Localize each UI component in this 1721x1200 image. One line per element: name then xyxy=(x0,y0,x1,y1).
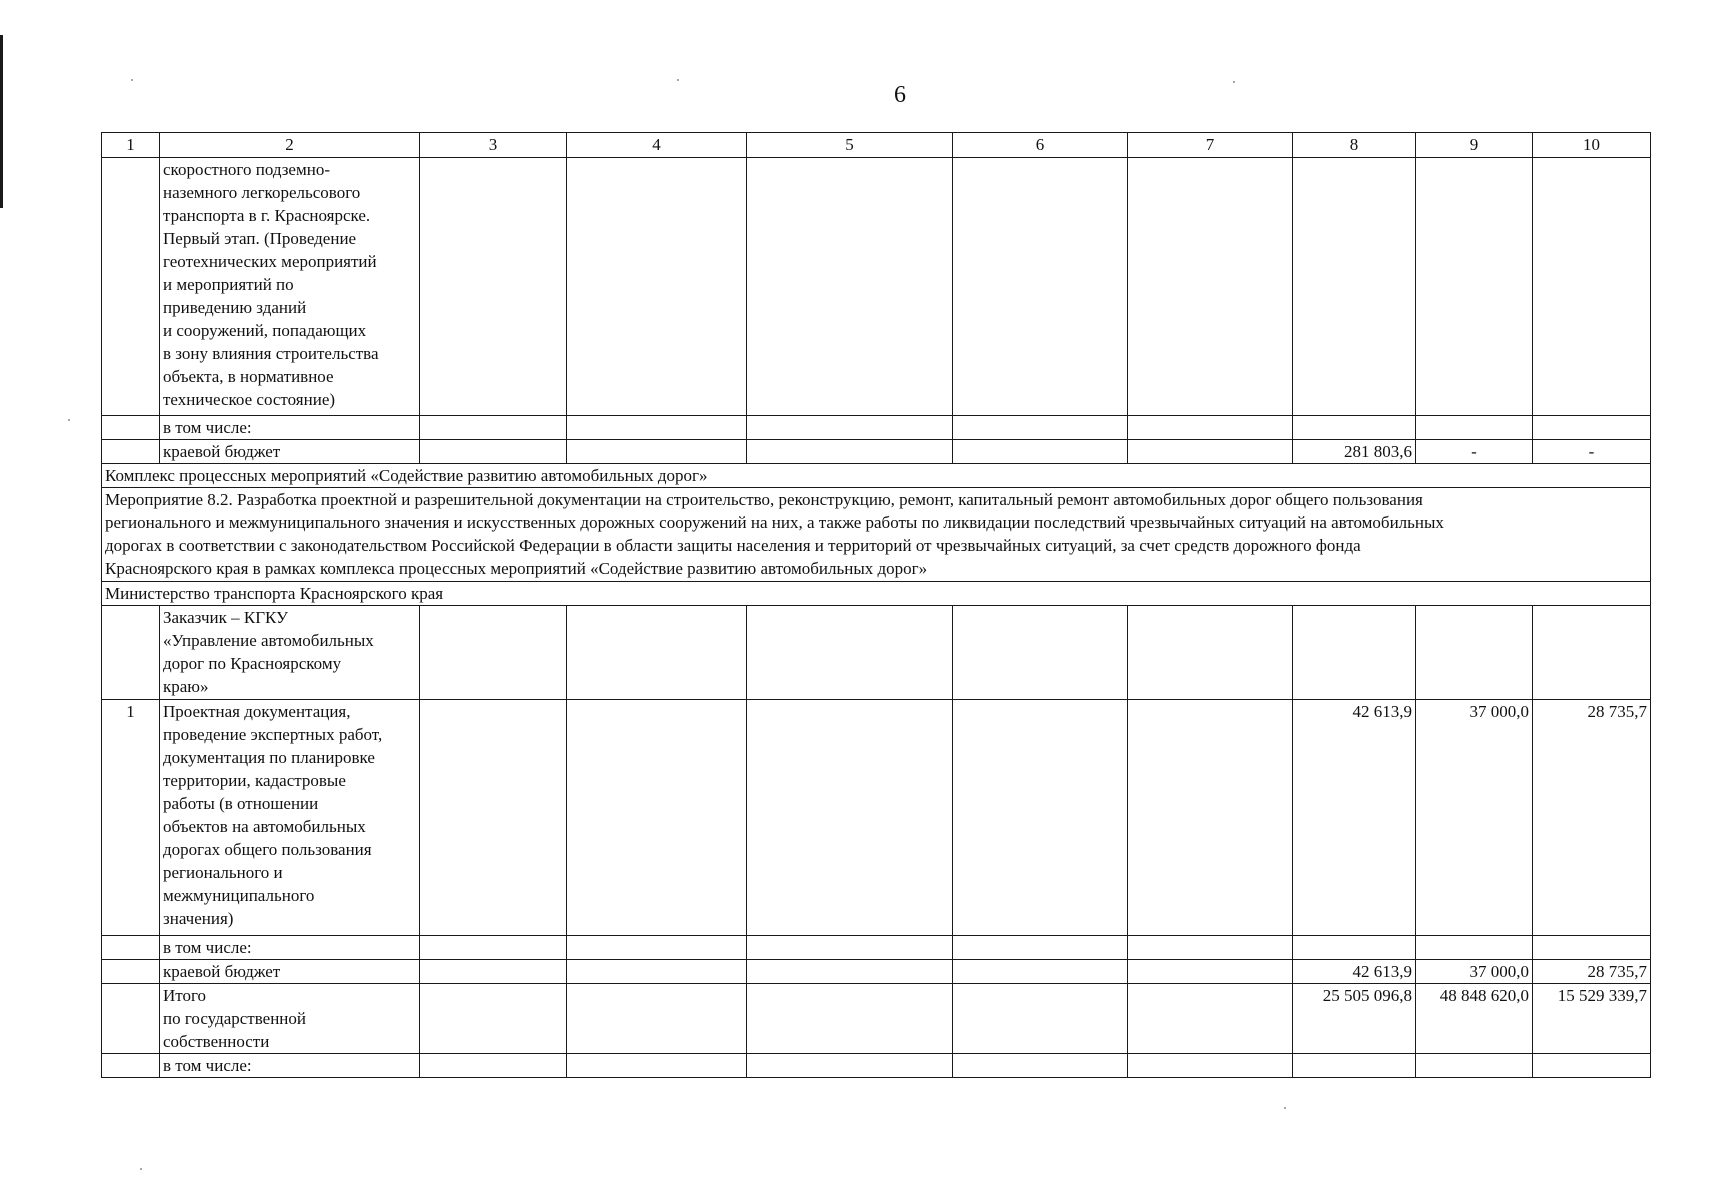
table-cell xyxy=(1416,416,1533,440)
table-cell xyxy=(953,158,1128,416)
item-name-cell xyxy=(160,700,420,936)
table-row xyxy=(102,440,1651,464)
table-cell xyxy=(1416,158,1533,416)
table-cell xyxy=(953,960,1128,984)
table-cell xyxy=(953,984,1128,1054)
table-row xyxy=(102,960,1651,984)
object-name-cell xyxy=(160,158,420,416)
column-number-row xyxy=(102,133,1651,158)
table-cell xyxy=(420,416,567,440)
table-cell xyxy=(953,606,1128,700)
budget-table xyxy=(101,132,1651,1078)
amount-col10: 15 529 339,7 xyxy=(1533,984,1651,1054)
item-name-line: межмуниципального xyxy=(163,886,315,905)
item-name-line: Проектная документация, xyxy=(163,702,351,721)
table-cell xyxy=(420,440,567,464)
scan-speck xyxy=(68,419,70,421)
table-row xyxy=(102,488,1651,582)
table-cell xyxy=(420,1054,567,1078)
table-row xyxy=(102,700,1651,936)
including-label: в том числе: xyxy=(160,1054,420,1078)
table-cell xyxy=(747,984,953,1054)
table-cell xyxy=(1128,936,1293,960)
ministry-title: Министерство транспорта Красноярского края xyxy=(102,582,1651,606)
amount-col10: 28 735,7 xyxy=(1533,960,1651,984)
amount-col10: - xyxy=(1533,440,1651,464)
amount-col8: 25 505 096,8 xyxy=(1293,984,1416,1054)
column-number: 5 xyxy=(747,133,953,158)
measure-description xyxy=(102,488,1651,582)
item-name-line: объектов на автомобильных xyxy=(163,817,366,836)
table-cell xyxy=(1293,1054,1416,1078)
object-name-line: геотехнических мероприятий xyxy=(163,252,377,271)
object-name-line: приведению зданий xyxy=(163,298,307,317)
column-number: 1 xyxy=(102,133,160,158)
scan-speck xyxy=(140,1168,142,1170)
table-row xyxy=(102,606,1651,700)
total-label-line: собственности xyxy=(163,1032,270,1051)
item-name-line: значения) xyxy=(163,909,234,928)
table-cell xyxy=(747,416,953,440)
scan-speck xyxy=(1284,1107,1286,1109)
table-row xyxy=(102,416,1651,440)
table-cell xyxy=(1533,158,1651,416)
customer-cell xyxy=(160,606,420,700)
column-number: 7 xyxy=(1128,133,1293,158)
object-name-line: наземного легкорельсового xyxy=(163,183,361,202)
item-name-line: территории, кадастровые xyxy=(163,771,346,790)
table-cell xyxy=(102,1054,160,1078)
table-cell xyxy=(1128,416,1293,440)
customer-line: дорог по Красноярскому xyxy=(163,654,342,673)
complex-title: Комплекс процессных мероприятий «Содействие развитию автомобильных дорог» xyxy=(102,464,1651,488)
table-cell xyxy=(1128,960,1293,984)
table-cell xyxy=(102,984,160,1054)
table-cell xyxy=(567,984,747,1054)
table-cell xyxy=(747,440,953,464)
column-number: 3 xyxy=(420,133,567,158)
customer-line: «Управление автомобильных xyxy=(163,631,374,650)
table-row xyxy=(102,582,1651,606)
table-cell xyxy=(1128,1054,1293,1078)
table-cell xyxy=(1293,936,1416,960)
table-cell xyxy=(102,936,160,960)
table-cell xyxy=(567,606,747,700)
table-cell xyxy=(953,440,1128,464)
table-cell xyxy=(420,606,567,700)
amount-col8: 42 613,9 xyxy=(1293,700,1416,936)
object-name-line: объекта, в нормативное xyxy=(163,367,334,386)
table-cell xyxy=(420,700,567,936)
object-name-line: и сооружений, попадающих xyxy=(163,321,367,340)
table-cell xyxy=(1533,1054,1651,1078)
scan-edge-mark xyxy=(0,35,3,208)
column-number: 8 xyxy=(1293,133,1416,158)
amount-col9: 37 000,0 xyxy=(1416,700,1533,936)
object-name-line: Первый этап. (Проведение xyxy=(163,229,357,248)
column-number: 6 xyxy=(953,133,1128,158)
table-cell xyxy=(1416,1054,1533,1078)
amount-col9: - xyxy=(1416,440,1533,464)
measure-line: Красноярского края в рамках комплекса процессных мероприятий «Содействие развитию автомобильных дорог» xyxy=(105,559,928,578)
table-cell xyxy=(1533,936,1651,960)
table-cell xyxy=(1128,984,1293,1054)
table-cell xyxy=(1533,606,1651,700)
table-cell xyxy=(747,606,953,700)
table-cell xyxy=(1128,606,1293,700)
object-name-line: и мероприятий по xyxy=(163,275,294,294)
page-number: 6 xyxy=(894,82,906,108)
item-name-line: регионального и xyxy=(163,863,283,882)
including-label: в том числе: xyxy=(160,416,420,440)
measure-line: Мероприятие 8.2. Разработка проектной и разрешительной документации на строительство, реконструкцию, ремонт, капитальный ремонт автомобильных дорог общего пользования xyxy=(105,490,1423,509)
object-name-line: техническое состояние) xyxy=(163,390,336,409)
table-cell xyxy=(102,606,160,700)
customer-line: Заказчик – КГКУ xyxy=(163,608,289,627)
table-row xyxy=(102,936,1651,960)
table-cell xyxy=(953,700,1128,936)
object-name-line: транспорта в г. Красноярске. xyxy=(163,206,371,225)
amount-col9: 37 000,0 xyxy=(1416,960,1533,984)
table-row xyxy=(102,1054,1651,1078)
table-cell xyxy=(1128,440,1293,464)
table-cell xyxy=(1293,158,1416,416)
table-cell xyxy=(747,700,953,936)
table-cell xyxy=(567,416,747,440)
table-cell xyxy=(1293,416,1416,440)
table-cell xyxy=(102,440,160,464)
total-label-line: Итого xyxy=(163,986,207,1005)
table-cell xyxy=(1533,416,1651,440)
table-cell xyxy=(567,1054,747,1078)
table-cell xyxy=(420,936,567,960)
measure-line: дорогах в соответствии с законодательством Российской Федерации в области защиты населения и территорий от чрезвычайных ситуаций, за счет средств дорожного фонда xyxy=(105,536,1361,555)
table-cell xyxy=(102,416,160,440)
table-cell xyxy=(567,440,747,464)
amount-col8: 281 803,6 xyxy=(1293,440,1416,464)
table-cell xyxy=(420,984,567,1054)
table-row xyxy=(102,984,1651,1054)
table-cell xyxy=(567,700,747,936)
table-cell xyxy=(102,960,160,984)
column-number: 2 xyxy=(160,133,420,158)
object-name-line: скоростного подземно- xyxy=(163,160,330,179)
amount-col10: 28 735,7 xyxy=(1533,700,1651,936)
table-cell xyxy=(747,158,953,416)
table-cell xyxy=(1128,700,1293,936)
item-name-line: проведение экспертных работ, xyxy=(163,725,383,744)
customer-line: краю» xyxy=(163,677,209,696)
item-number: 1 xyxy=(102,700,160,936)
table-cell xyxy=(953,936,1128,960)
table-cell xyxy=(953,416,1128,440)
table-cell xyxy=(1293,606,1416,700)
item-name-line: работы (в отношении xyxy=(163,794,319,813)
object-name-line: в зону влияния строительства xyxy=(163,344,379,363)
regional-budget-label: краевой бюджет xyxy=(160,440,420,464)
table-cell xyxy=(1416,606,1533,700)
column-number: 4 xyxy=(567,133,747,158)
table-row xyxy=(102,464,1651,488)
including-label: в том числе: xyxy=(160,936,420,960)
item-name-line: дорогах общего пользования xyxy=(163,840,372,859)
table-cell xyxy=(102,158,160,416)
table-cell xyxy=(567,936,747,960)
table-cell xyxy=(1128,158,1293,416)
item-name-line: документация по планировке xyxy=(163,748,375,767)
table-cell xyxy=(1416,936,1533,960)
measure-line: регионального и межмуниципального значения и искусственных дорожных сооружений на них, а также работы по ликвидации последствий чрезвычайных ситуаций на автомобильных xyxy=(105,513,1444,532)
regional-budget-label: краевой бюджет xyxy=(160,960,420,984)
total-label-line: по государственной xyxy=(163,1009,307,1028)
amount-col9: 48 848 620,0 xyxy=(1416,984,1533,1054)
column-number: 10 xyxy=(1533,133,1651,158)
table-row xyxy=(102,158,1651,416)
amount-col8: 42 613,9 xyxy=(1293,960,1416,984)
table-cell xyxy=(420,158,567,416)
table-cell xyxy=(420,960,567,984)
table-cell xyxy=(747,1054,953,1078)
table-cell xyxy=(747,936,953,960)
total-label-cell xyxy=(160,984,420,1054)
table-cell xyxy=(567,158,747,416)
table-cell xyxy=(567,960,747,984)
table-cell xyxy=(747,960,953,984)
column-number: 9 xyxy=(1416,133,1533,158)
table-cell xyxy=(953,1054,1128,1078)
